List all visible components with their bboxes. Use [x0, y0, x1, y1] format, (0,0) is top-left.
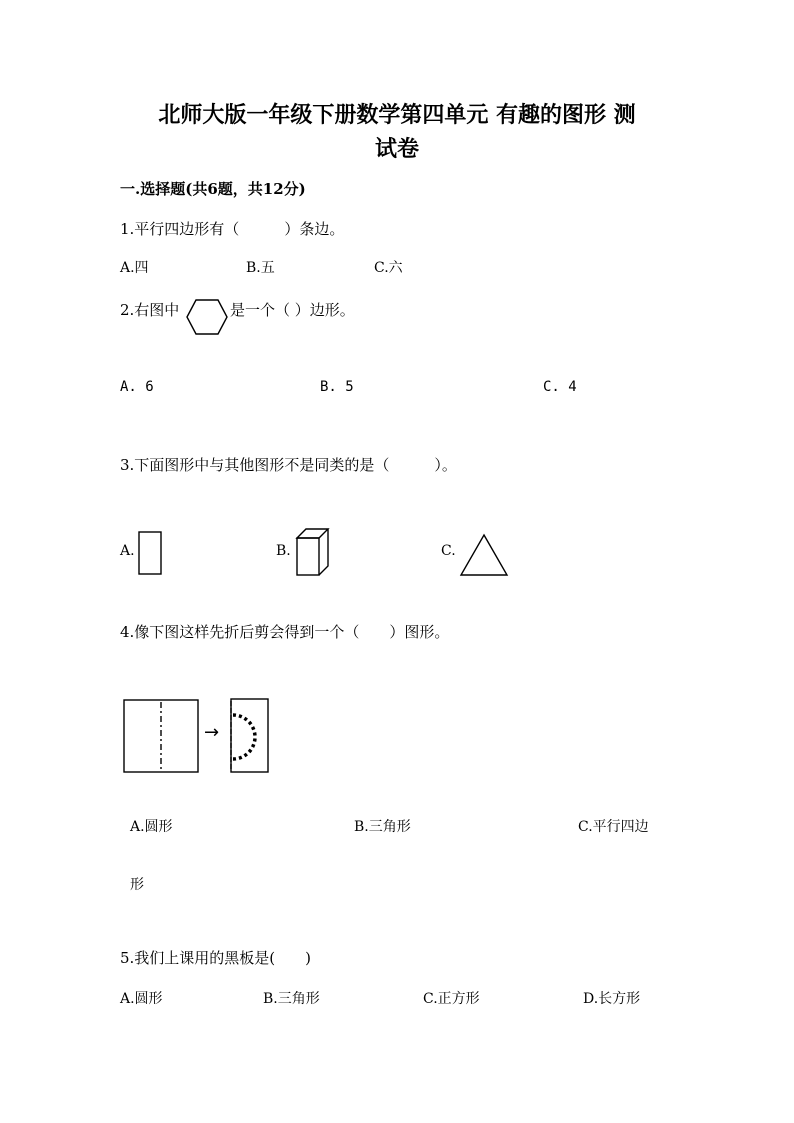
- q2-option-c[interactable]: C. 4: [543, 379, 577, 395]
- rectangle-figure: [137, 530, 163, 576]
- question-5-stem: 5.我们上课用的黑板是( ): [120, 949, 312, 967]
- q1-option-b[interactable]: B.五: [246, 260, 275, 276]
- q1-option-c[interactable]: C.六: [374, 260, 403, 276]
- q4-option-a[interactable]: A.圆形: [130, 819, 173, 835]
- q2-option-b[interactable]: B. 5: [320, 379, 354, 395]
- q4-option-c[interactable]: C.平行四边: [578, 819, 649, 835]
- folded-paper-cut-figure: [228, 697, 270, 775]
- question-2-stem-end: 是一个（ ）边形。: [230, 301, 355, 319]
- q5-option-b[interactable]: B.三角形: [263, 991, 320, 1007]
- q5-option-c[interactable]: C.正方形: [423, 991, 480, 1007]
- q5-option-a[interactable]: A.圆形: [120, 991, 163, 1007]
- page-title-continued: 试卷: [374, 136, 419, 162]
- hexagon-figure: [185, 298, 229, 336]
- q3-option-b[interactable]: B.: [276, 543, 291, 559]
- cuboid-figure: [293, 526, 331, 578]
- question-2-stem-start: 2.右图中: [120, 301, 180, 319]
- q4-option-c-wrap: 形: [130, 877, 144, 893]
- page-title: 北师大版一年级下册数学第四单元 有趣的图形 测: [158, 102, 636, 128]
- section-heading: 一.选择题(共6题，共12分): [120, 180, 306, 198]
- question-1-stem: 1.平行四边形有（ ）条边。: [120, 220, 345, 238]
- q4-option-b[interactable]: B.三角形: [354, 819, 411, 835]
- question-4-stem: 4.像下图这样先折后剪会得到一个（ ）图形。: [120, 623, 450, 641]
- triangle-figure: [459, 532, 509, 578]
- q3-option-c[interactable]: C.: [441, 543, 456, 559]
- q3-option-a[interactable]: A.: [120, 543, 135, 559]
- unfolded-paper-figure: [122, 698, 202, 774]
- q5-option-d[interactable]: D.长方形: [583, 991, 641, 1007]
- q1-option-a[interactable]: A.四: [120, 260, 149, 276]
- arrow-right-icon: →: [204, 722, 220, 743]
- q2-option-a[interactable]: A. 6: [120, 379, 154, 395]
- question-3-stem: 3.下面图形中与其他图形不是同类的是（ ）。: [120, 456, 457, 474]
